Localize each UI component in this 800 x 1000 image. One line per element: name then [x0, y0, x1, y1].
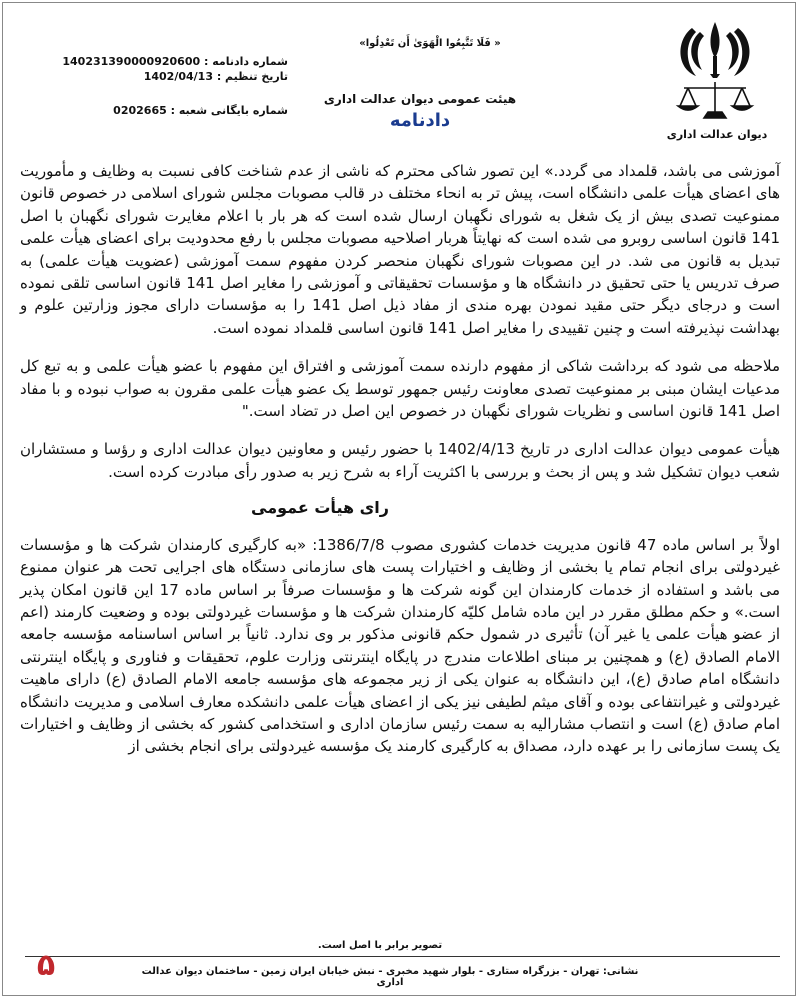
council-name: هیئت عمومی دیوان عدالت اداری [323, 92, 517, 106]
ruling-number-value: 140231390000920600 [62, 55, 201, 68]
quran-verse: «فَلَا تَتَّبِعُوا الْهَوَىٰ أَن تَعْدِلُوا » [359, 38, 501, 49]
page-number: ۵ [36, 948, 56, 983]
paragraph-1: آموزشی می باشد، قلمداد می گردد.» این تصور شاکی محترم که ناشی از عدم شناخت کافی نسبت به وظایف و مأموریت های اعضای هیأت علمی دانشگاه است، پیش تر به انحاء مختلف در قالب مصوبات مجلس شورای اسلامی در خصوص قانون ممنوعیت تصدی بیش از یک شغل به شورای نگهبان ارسال شده است که هر بار با اعلام مغایرت شورای نگهبان با اصل 141 قانون اساسی روبرو می شده است که نهایتاً هربار اصلاحیه مصوبات مجلس با رفع محدودیت برای اعضای هیأت علمی تبدیل به قانون می شد. در این مصوبات شورای نگهبان منحصر کردن مفهوم سمت آموزشی (عضویت هیأت علمی) به صرف تدریس یا حتی تحقیق در دانشگاه ها و مؤسسات تحقیقاتی و آموزشی را مغایر اصل 141 قانون اساسی تلقی نموده است و درجای دیگر حتی مقید نمودن بهره مندی از مفاد ذیل اصل 141 را به مؤسسات دارای مجوز وزارتین علوم و بهداشت نپذیرفته است و چنین تقییدی را مغایر اصل 141 قانون اساسی قلمداد نموده است. [20, 162, 780, 337]
document-title: دادنامه [389, 110, 451, 131]
issue-date [28, 70, 288, 83]
archive-number-label: شماره بایگانی شعبه : [170, 104, 288, 117]
iran-emblem-icon [670, 12, 760, 132]
ruling-number-label: شماره دادنامه : [203, 55, 288, 68]
archive-number-value: 0202665 [113, 104, 167, 117]
ruling-number [28, 55, 288, 68]
paragraph-3: هیأت عمومی دیوان عدالت اداری در تاریخ 1402/4/13 با حضور رئیس و معاونین دیوان عدالت اداری و رؤسا و مستشاران شعب دیوان تشکیل شد و پس از بحث و بررسی با اکثریت آراء به شرح زیر به صدور رأی مبادرت کرده است. [20, 440, 780, 481]
document-body [20, 160, 780, 774]
footer-divider [25, 956, 780, 957]
ruling-heading: رای هیأت عمومی [251, 498, 389, 518]
issue-date-value: 1402/04/13 [143, 70, 213, 83]
paragraph-4: اولاً بر اساس ماده 47 قانون مدیریت خدمات کشوری مصوب 1386/7/8: «به کارگیری کارمندان شرکت ها و مؤسسات غیردولتی برای انجام تمام یا بخشی از وظایف و اختیارات پست های سازمانی دستگاه های اجرایی تحت هر عنوان ممنوع می باشد و استفاده از خدمات کارمندان این گونه شرکت ها و مؤسسات صرفاً بر اساس ماده 17 این قانون امکان پذیر است.» و حکم مطلق مقرر در این ماده شامل کلیّه کارمندان شرکت ها و مؤسسات غیردولتی بوده و وضعیت کارمند (اعم از عضو هیأت علمی یا غیر آن) تأثیری در شمول حکم قانونی مذکور بر وی ندارد. ثانیاً بر اساس اساسنامه مؤسسه جامعه الامام الصادق (ع) و همچنین بر مبنای اطلاعات مندرج در پایگاه اینترنتی وزارت علوم، تحقیقات و فناوری و پایگاه اینترنتی دانشگاه امام صادق (ع)، این دانشگاه به عنوان یکی از زیر مجموعه های مؤسسه جامعه الامام الصادق (ع) دارای ماهیت غیردولتی و غیرانتفاعی بوده و آقای میثم لطیفی نیز یکی از اعضای هیأت علمی دانشکده معارف اسلامی و مدیریت دانشگاه امام صادق (ع) است و انتصاب مشارالیه به سمت رئیس سازمان اداری و استخدامی کشور که بخشی از وظایف و اختیارات یک پست سازمانی را بر عهده دارد، مصداق به کارگیری کارمند یک مؤسسه غیردولتی برای انجام بخشی از [20, 535, 781, 756]
archive-number [28, 104, 288, 117]
footer-address: نشانی: تهران - بزرگراه ستاری - بلوار شهید مخبری - نبش خیابان ایران زمین - ساختمان دیوان عدالت اداری [141, 966, 639, 988]
organization-name: دیوان عدالت اداری [666, 128, 768, 141]
paragraph-2: ملاحظه می شود که برداشت شاکی از مفهوم دارنده سمت آموزشی و افتراق این مفهوم با عضو هیأت علمی و به تبع کل مدعیات ایشان مبنی بر ممنوعیت تصدی معاونت رئیس جمهور توسط یک عضو هیأت علمی مقرون به صواب نبوده و با مفاد اصل 141 قانون اساسی و نظریات شورای نگهبان در خصوص این اصل در تضاد است." [20, 357, 780, 421]
copy-certification: تصویر برابر با اصل است. [317, 940, 443, 951]
issue-date-label: تاریخ تنظیم : [216, 70, 288, 83]
document-header [0, 0, 800, 160]
